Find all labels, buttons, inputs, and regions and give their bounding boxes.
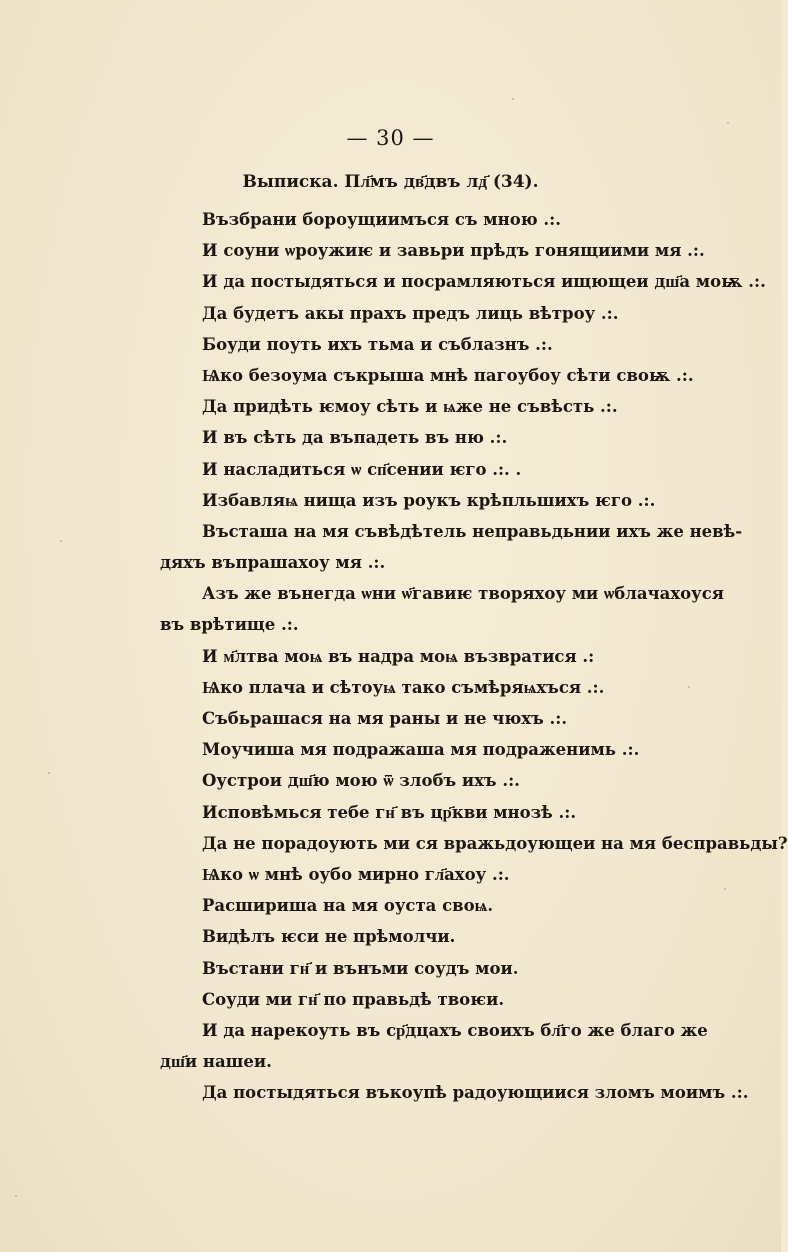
paper-speck bbox=[688, 686, 690, 688]
text-line: Оустрои дш҃ю мою ѿ злобъ ихъ .:. bbox=[202, 771, 520, 791]
text-line: Да придѣть ѥмоу сѣть и ѩже не съвѣсть .:. bbox=[202, 397, 618, 417]
text-line: Да будетъ акы прахъ предъ лиць вѣтроу .:. bbox=[202, 303, 619, 323]
paper-speck bbox=[60, 540, 62, 542]
text-line: Да не порадоують ми ся вражьдоующеи на мя бесправьды? bbox=[202, 833, 788, 853]
text-line: Ѩко безоума съкрыша мнѣ пагоубоу сѣти своѭ .:. bbox=[202, 365, 694, 385]
section-heading: Выписка. Пл҃мъ дв҃двъ лд҃ (34). bbox=[242, 172, 539, 192]
text-line: Исповѣмься тебе гн҃ въ цр҃кви мнозѣ .:. bbox=[202, 802, 577, 822]
text-line: И да нарекоуть въ ср҃дцахъ своихъ бл҃го же благо же bbox=[202, 1020, 708, 1040]
text-line: Въстани гн҃ и вънъми соудъ мои. bbox=[202, 958, 519, 978]
text-line: дш҃и нашеи. bbox=[160, 1052, 272, 1072]
text-line: Расшириша на мя оуста своѩ. bbox=[202, 896, 494, 916]
text-line: И насладиться ѡ сп҃сении ѥго .:. . bbox=[202, 459, 522, 479]
page-number: — 30 — bbox=[346, 126, 435, 150]
text-line: И м҃лтва моѩ въ надра моѩ възвратися .: bbox=[202, 646, 595, 666]
text-line: И въ сѣть да въпадеть въ ню .:. bbox=[202, 428, 508, 448]
text-line: Моучиша мя подражаша мя подраженимь .:. bbox=[202, 740, 640, 760]
text-line: въ врѣтище .:. bbox=[160, 615, 299, 635]
text-line: Избавляѩ нища изъ роукъ крѣпльшихъ ѥго .:. bbox=[202, 490, 656, 510]
paper-speck bbox=[724, 888, 726, 890]
paper-speck bbox=[727, 122, 729, 124]
text-line: дяхъ въпрашахоу мя .:. bbox=[160, 553, 386, 573]
paper-speck bbox=[512, 98, 514, 100]
text-line: Азъ же вънегда ѡни ѡ҃гавиѥ творяхоу ми ѡблачахоуся bbox=[202, 584, 724, 604]
text-line: Соуди ми гн҃ по правьдѣ твоѥи. bbox=[202, 989, 505, 1009]
text-body bbox=[160, 204, 788, 1108]
text-line: Ѩко ѡ мнѣ оубо мирно гл҃ахоу .:. bbox=[202, 864, 510, 884]
text-line: Да постыдяться въкоупѣ радоующиися зломъ моимъ .:. bbox=[202, 1083, 749, 1103]
text-line: Възбрани бороущиимъся съ мною .:. bbox=[202, 210, 561, 229]
text-line: Ѩко плача и сѣтоуѩ тако съмѣряѩхъся .:. bbox=[202, 677, 605, 697]
paper-speck bbox=[15, 1195, 17, 1197]
text-line: Въсташа на мя съвѣдѣтель неправьдьнии ихъ же невѣ- bbox=[202, 521, 743, 541]
text-line: И да постыдяться и посрамляються ищющеи дш҃а моѭ .:. bbox=[202, 272, 766, 292]
paper-speck bbox=[48, 772, 50, 774]
text-line: И соуни ѡроужиѥ и завьри прѣдъ гонящиими мя .:. bbox=[202, 241, 705, 261]
text-line: Боуди поуть ихъ тьма и съблазнъ .:. bbox=[202, 334, 553, 354]
text-line: Събьрашася на мя раны и не чюхъ .:. bbox=[202, 709, 568, 728]
text-line: Видѣлъ ѥси не прѣмолчи. bbox=[202, 927, 456, 947]
